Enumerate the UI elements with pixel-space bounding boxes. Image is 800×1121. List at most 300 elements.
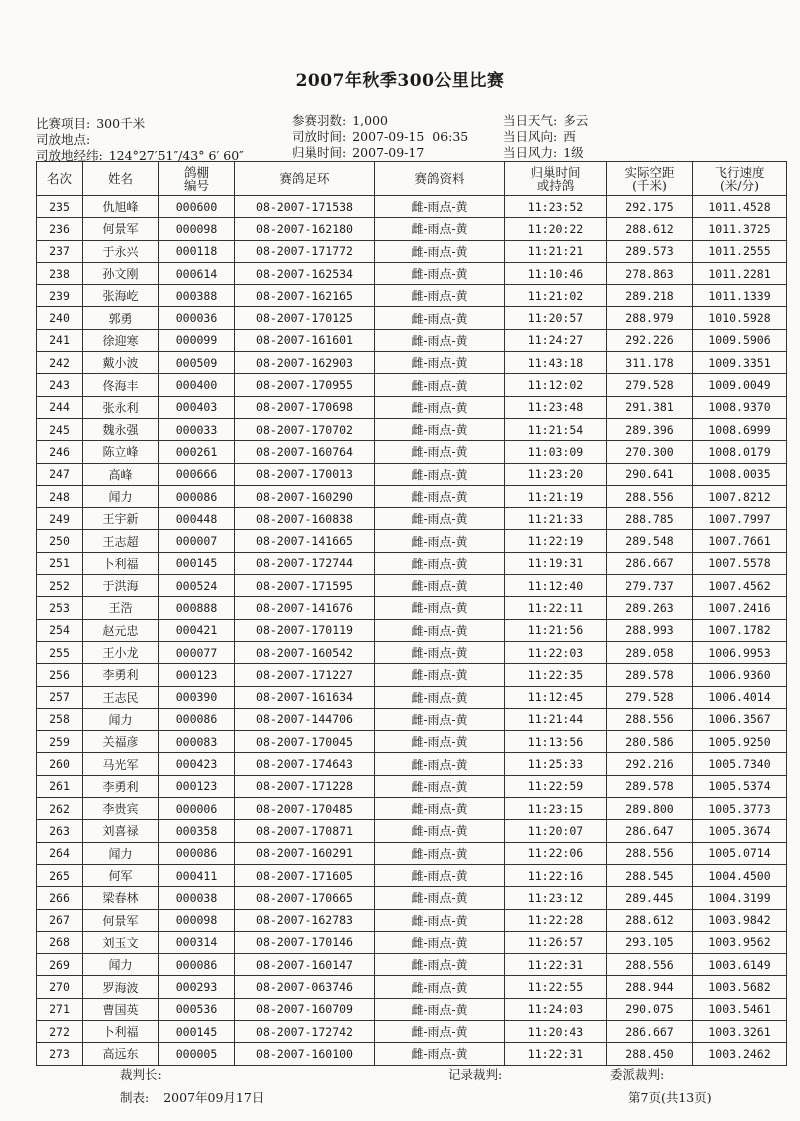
col-loft-number-cell: 000036 (159, 307, 235, 329)
col-ring-cell: 08-2007-162903 (235, 352, 375, 374)
col-loft-number-cell: 000098 (159, 909, 235, 931)
col-return-time-cell: 11:20:07 (505, 820, 607, 842)
table-row (37, 508, 787, 530)
col-distance-cell: 288.944 (607, 976, 693, 998)
col-return-time-cell: 11:12:40 (505, 575, 607, 597)
col-rank-cell: 242 (37, 352, 83, 374)
col-rank-cell: 273 (37, 1043, 83, 1065)
col-bird-info-cell: 雌-雨点-黄 (375, 552, 505, 574)
col-return-time-cell: 11:20:57 (505, 307, 607, 329)
col-bird-info-cell: 雌-雨点-黄 (375, 463, 505, 485)
col-rank-cell: 256 (37, 664, 83, 686)
col-ring-cell: 08-2007-160764 (235, 441, 375, 463)
col-distance-cell: 289.263 (607, 597, 693, 619)
col-speed-cell: 1011.3725 (693, 218, 787, 240)
col-bird-info-cell: 雌-雨点-黄 (375, 530, 505, 552)
col-rank-cell: 252 (37, 575, 83, 597)
col-distance-cell: 292.226 (607, 329, 693, 351)
col-speed-cell: 1005.7340 (693, 753, 787, 775)
col-name-cell: 何军 (83, 864, 159, 886)
col-name-cell: 李贵宾 (83, 798, 159, 820)
col-ring-cell: 08-2007-161601 (235, 329, 375, 351)
wind-force-value: 1级 (563, 145, 584, 160)
col-return-time-cell: 11:22:03 (505, 641, 607, 663)
col-loft-number-cell: 000077 (159, 641, 235, 663)
table-row (37, 664, 787, 686)
col-bird-info-cell: 雌-雨点-黄 (375, 508, 505, 530)
col-ring-cell: 08-2007-160147 (235, 954, 375, 976)
table-row (37, 641, 787, 663)
col-speed-cell: 1011.4528 (693, 196, 787, 218)
col-return-time-cell: 11:25:33 (505, 753, 607, 775)
table-row (37, 909, 787, 931)
table-row (37, 329, 787, 351)
col-name-cell: 李勇利 (83, 775, 159, 797)
col-rank-cell: 254 (37, 619, 83, 641)
col-ring-cell: 08-2007-162180 (235, 218, 375, 240)
col-bird-info-cell: 雌-雨点-黄 (375, 708, 505, 730)
col-rank-cell: 240 (37, 307, 83, 329)
col-speed-cell: 1011.2281 (693, 262, 787, 284)
col-speed-cell: 1006.4014 (693, 686, 787, 708)
col-name-cell: 王志民 (83, 686, 159, 708)
table-row (37, 1043, 787, 1065)
col-rank-cell: 261 (37, 775, 83, 797)
col-ring-cell: 08-2007-170485 (235, 798, 375, 820)
col-rank-cell: 260 (37, 753, 83, 775)
col-distance-cell: 288.785 (607, 508, 693, 530)
col-loft-number-cell: 000123 (159, 664, 235, 686)
col-name-cell: 王志超 (83, 530, 159, 552)
col-name-cell: 梁春林 (83, 887, 159, 909)
col-rank-cell: 244 (37, 396, 83, 418)
col-speed-cell: 1007.7661 (693, 530, 787, 552)
release-time-label: 司放时间: (292, 129, 347, 144)
col-name-cell: 张海屹 (83, 285, 159, 307)
col-rank-cell: 255 (37, 641, 83, 663)
col-loft-number-cell: 000403 (159, 396, 235, 418)
col-distance-cell: 292.216 (607, 753, 693, 775)
col-ring-cell: 08-2007-170955 (235, 374, 375, 396)
table-row (37, 864, 787, 886)
col-speed-cell: 1003.6149 (693, 954, 787, 976)
col-ring-cell: 08-2007-141676 (235, 597, 375, 619)
col-name-cell: 魏永强 (83, 418, 159, 440)
col-distance-cell: 286.647 (607, 820, 693, 842)
col-bird-info-cell: 雌-雨点-黄 (375, 285, 505, 307)
col-distance-cell: 288.450 (607, 1043, 693, 1065)
col-rank-cell: 251 (37, 552, 83, 574)
col-loft-number-cell: 000411 (159, 864, 235, 886)
col-return-time-cell: 11:21:19 (505, 485, 607, 507)
col-ring-cell: 08-2007-170665 (235, 887, 375, 909)
col-distance-cell: 289.578 (607, 775, 693, 797)
col-bird-info-cell: 雌-雨点-黄 (375, 352, 505, 374)
col-return-time-cell: 11:23:52 (505, 196, 607, 218)
col-distance-cell: 288.556 (607, 954, 693, 976)
col-return-time-cell: 11:22:19 (505, 530, 607, 552)
judge-chief: 裁判长: (120, 1067, 162, 1082)
col-name-cell: 刘喜禄 (83, 820, 159, 842)
col-loft-number-cell: 000033 (159, 418, 235, 440)
col-loft-number-cell: 000358 (159, 820, 235, 842)
col-return-time-header: 归巢时间 或持鸽 (505, 162, 607, 196)
col-bird-info-cell: 雌-雨点-黄 (375, 575, 505, 597)
col-speed-cell: 1005.3674 (693, 820, 787, 842)
col-speed-cell: 1009.0049 (693, 374, 787, 396)
release-time-value: 2007-09-15 06:35 (352, 129, 469, 144)
col-speed-cell: 1003.5461 (693, 998, 787, 1020)
wind-dir-label: 当日风向: (503, 129, 558, 144)
col-bird-info-cell: 雌-雨点-黄 (375, 262, 505, 284)
col-bird-info-header: 赛鸽资料 (375, 162, 505, 196)
col-loft-number-cell: 000007 (159, 530, 235, 552)
wind-force-label: 当日风力: (503, 145, 558, 160)
col-return-time-cell: 11:22:28 (505, 909, 607, 931)
col-loft-number-cell: 000083 (159, 731, 235, 753)
table-row (37, 307, 787, 329)
col-loft-number-cell: 000423 (159, 753, 235, 775)
col-distance-cell: 289.445 (607, 887, 693, 909)
table-row (37, 798, 787, 820)
col-speed-cell: 1006.9360 (693, 664, 787, 686)
col-bird-info-cell: 雌-雨点-黄 (375, 887, 505, 909)
race-item-value: 300千米 (96, 116, 146, 131)
col-bird-info-cell: 雌-雨点-黄 (375, 775, 505, 797)
col-speed-cell: 1003.9562 (693, 931, 787, 953)
col-loft-number-cell: 000390 (159, 686, 235, 708)
col-rank-cell: 267 (37, 909, 83, 931)
table-row (37, 374, 787, 396)
return-time (292, 143, 424, 161)
col-ring-cell: 08-2007-171538 (235, 196, 375, 218)
col-ring-cell: 08-2007-162534 (235, 262, 375, 284)
col-return-time-cell: 11:22:31 (505, 954, 607, 976)
col-speed-cell: 1003.3261 (693, 1020, 787, 1042)
col-distance-cell: 288.612 (607, 218, 693, 240)
col-name-cell: 佟海丰 (83, 374, 159, 396)
col-name-cell: 张永利 (83, 396, 159, 418)
col-loft-number-cell: 000666 (159, 463, 235, 485)
col-distance-cell: 270.300 (607, 441, 693, 463)
col-ring-cell: 08-2007-172742 (235, 1020, 375, 1042)
col-name-cell: 赵元忠 (83, 619, 159, 641)
col-ring-cell: 08-2007-170119 (235, 619, 375, 641)
release-place-label: 司放地点: (36, 132, 91, 147)
return-time-label: 归巢时间: (292, 145, 347, 160)
table-row (37, 262, 787, 284)
col-return-time-cell: 11:13:56 (505, 731, 607, 753)
col-bird-info-cell: 雌-雨点-黄 (375, 240, 505, 262)
col-name-cell: 曹国英 (83, 998, 159, 1020)
col-return-time-cell: 11:22:16 (505, 864, 607, 886)
col-return-time-cell: 11:21:21 (505, 240, 607, 262)
col-bird-info-cell: 雌-雨点-黄 (375, 441, 505, 463)
col-ring-cell: 08-2007-170013 (235, 463, 375, 485)
col-speed-cell: 1007.7997 (693, 508, 787, 530)
col-loft-number-cell: 000145 (159, 1020, 235, 1042)
col-distance-cell: 291.381 (607, 396, 693, 418)
col-name-cell: 闻力 (83, 708, 159, 730)
col-bird-info-cell: 雌-雨点-黄 (375, 731, 505, 753)
table-row (37, 976, 787, 998)
col-ring-cell: 08-2007-160291 (235, 842, 375, 864)
col-speed-cell: 1009.3351 (693, 352, 787, 374)
col-bird-info-cell: 雌-雨点-黄 (375, 998, 505, 1020)
col-loft-number-cell: 000888 (159, 597, 235, 619)
made-label: 制表: (120, 1090, 150, 1105)
col-return-time-cell: 11:26:57 (505, 931, 607, 953)
col-return-time-cell: 11:21:33 (505, 508, 607, 530)
col-name-cell: 王浩 (83, 597, 159, 619)
col-speed-cell: 1008.6999 (693, 418, 787, 440)
col-speed-cell: 1011.2555 (693, 240, 787, 262)
col-rank-cell: 269 (37, 954, 83, 976)
col-distance-cell: 289.058 (607, 641, 693, 663)
col-rank-cell: 266 (37, 887, 83, 909)
page-title: 2007年秋季300公里比赛 (295, 71, 505, 91)
table-row (37, 775, 787, 797)
col-rank-cell: 268 (37, 931, 83, 953)
col-rank-cell: 258 (37, 708, 83, 730)
recorder-judge: 记录裁判: (448, 1067, 503, 1082)
col-ring-cell: 08-2007-171228 (235, 775, 375, 797)
col-return-time-cell: 11:23:20 (505, 463, 607, 485)
appointed-judge: 委派裁判: (610, 1067, 665, 1082)
col-name-cell: 闻力 (83, 954, 159, 976)
col-rank-cell: 247 (37, 463, 83, 485)
col-ring-cell: 08-2007-160100 (235, 1043, 375, 1065)
col-loft-number-cell: 000038 (159, 887, 235, 909)
col-rank-cell: 270 (37, 976, 83, 998)
col-bird-info-cell: 雌-雨点-黄 (375, 686, 505, 708)
col-bird-info-cell: 雌-雨点-黄 (375, 1020, 505, 1042)
col-rank-cell: 253 (37, 597, 83, 619)
col-speed-cell: 1005.9250 (693, 731, 787, 753)
col-rank-cell: 259 (37, 731, 83, 753)
col-name-cell: 闻力 (83, 842, 159, 864)
col-return-time-cell: 11:22:06 (505, 842, 607, 864)
col-name-cell: 关福彦 (83, 731, 159, 753)
col-return-time-cell: 11:23:12 (505, 887, 607, 909)
col-name-cell: 何景军 (83, 909, 159, 931)
col-name-cell: 于洪海 (83, 575, 159, 597)
col-bird-info-cell: 雌-雨点-黄 (375, 218, 505, 240)
entries-label: 参赛羽数: (292, 113, 347, 128)
col-bird-info-cell: 雌-雨点-黄 (375, 864, 505, 886)
table-header-row (37, 162, 787, 196)
col-rank-cell: 249 (37, 508, 83, 530)
col-distance-cell: 289.578 (607, 664, 693, 686)
col-ring-cell: 08-2007-171595 (235, 575, 375, 597)
col-name-cell: 罗海波 (83, 976, 159, 998)
entries-value: 1,000 (352, 113, 389, 128)
table-row (37, 485, 787, 507)
col-bird-info-cell: 雌-雨点-黄 (375, 196, 505, 218)
col-ring-cell: 08-2007-160709 (235, 998, 375, 1020)
col-bird-info-cell: 雌-雨点-黄 (375, 396, 505, 418)
col-name-cell: 马光军 (83, 753, 159, 775)
col-speed-cell: 1003.5682 (693, 976, 787, 998)
col-rank-cell: 245 (37, 418, 83, 440)
col-name-cell: 孙文刚 (83, 262, 159, 284)
table-row (37, 530, 787, 552)
table-row (37, 708, 787, 730)
col-loft-number-cell: 000086 (159, 708, 235, 730)
table-row (37, 619, 787, 641)
col-loft-number-cell: 000086 (159, 485, 235, 507)
col-rank-cell: 264 (37, 842, 83, 864)
col-speed-header: 飞行速度 (米/分) (693, 162, 787, 196)
col-ring-cell: 08-2007-170146 (235, 931, 375, 953)
table-row (37, 441, 787, 463)
col-distance-cell: 279.528 (607, 374, 693, 396)
col-bird-info-cell: 雌-雨点-黄 (375, 485, 505, 507)
col-speed-cell: 1005.3773 (693, 798, 787, 820)
col-name-cell: 郭勇 (83, 307, 159, 329)
coords-label: 司放地经纬: (36, 148, 103, 163)
col-return-time-cell: 11:24:27 (505, 329, 607, 351)
col-speed-cell: 1010.5928 (693, 307, 787, 329)
col-return-time-cell: 11:22:11 (505, 597, 607, 619)
col-return-time-cell: 11:10:46 (505, 262, 607, 284)
table-row (37, 820, 787, 842)
col-speed-cell: 1007.1782 (693, 619, 787, 641)
col-distance-cell: 288.545 (607, 864, 693, 886)
table-row (37, 575, 787, 597)
col-loft-number-header: 鸽棚 编号 (159, 162, 235, 196)
col-return-time-cell: 11:22:31 (505, 1043, 607, 1065)
table-row (37, 285, 787, 307)
col-loft-number-cell: 000388 (159, 285, 235, 307)
col-return-time-cell: 11:21:44 (505, 708, 607, 730)
col-ring-cell: 08-2007-171605 (235, 864, 375, 886)
col-return-time-cell: 11:03:09 (505, 441, 607, 463)
col-speed-cell: 1005.0714 (693, 842, 787, 864)
table-row (37, 998, 787, 1020)
made-by (120, 1088, 264, 1106)
col-ring-cell: 08-2007-171772 (235, 240, 375, 262)
col-return-time-cell: 11:21:54 (505, 418, 607, 440)
col-speed-cell: 1005.5374 (693, 775, 787, 797)
col-rank-cell: 239 (37, 285, 83, 307)
table-row (37, 753, 787, 775)
table-row (37, 842, 787, 864)
col-ring-header: 赛鸽足环 (235, 162, 375, 196)
col-name-cell: 闻力 (83, 485, 159, 507)
col-loft-number-cell: 000005 (159, 1043, 235, 1065)
col-loft-number-cell: 000098 (159, 218, 235, 240)
col-rank-cell: 265 (37, 864, 83, 886)
col-name-cell: 高远东 (83, 1043, 159, 1065)
col-name-cell: 仇旭峰 (83, 196, 159, 218)
page-number: 第7页(共13页) (628, 1090, 712, 1105)
col-distance-cell: 289.800 (607, 798, 693, 820)
col-name-cell: 于永兴 (83, 240, 159, 262)
col-speed-cell: 1007.8212 (693, 485, 787, 507)
col-return-time-cell: 11:21:56 (505, 619, 607, 641)
col-return-time-cell: 11:21:02 (505, 285, 607, 307)
col-name-cell: 戴小波 (83, 352, 159, 374)
made-date: 2007年09月17日 (163, 1090, 265, 1105)
col-rank-cell: 246 (37, 441, 83, 463)
table-row (37, 418, 787, 440)
col-loft-number-cell: 000086 (159, 842, 235, 864)
col-rank-cell: 243 (37, 374, 83, 396)
col-bird-info-cell: 雌-雨点-黄 (375, 329, 505, 351)
table-row (37, 1020, 787, 1042)
col-distance-cell: 288.556 (607, 485, 693, 507)
col-loft-number-cell: 000086 (159, 954, 235, 976)
col-speed-cell: 1006.3567 (693, 708, 787, 730)
col-ring-cell: 08-2007-174643 (235, 753, 375, 775)
col-loft-number-cell: 000123 (159, 775, 235, 797)
col-ring-cell: 08-2007-172744 (235, 552, 375, 574)
col-return-time-cell: 11:24:03 (505, 998, 607, 1020)
col-return-time-cell: 11:20:22 (505, 218, 607, 240)
col-speed-cell: 1004.4500 (693, 864, 787, 886)
col-loft-number-cell: 000314 (159, 931, 235, 953)
col-ring-cell: 08-2007-170045 (235, 731, 375, 753)
col-rank-cell: 250 (37, 530, 83, 552)
col-distance-cell: 293.105 (607, 931, 693, 953)
col-ring-cell: 08-2007-160542 (235, 641, 375, 663)
col-name-cell: 王宇新 (83, 508, 159, 530)
col-distance-cell: 290.075 (607, 998, 693, 1020)
coords-value: 124°27′51″/43° 6′ 60″ (108, 148, 244, 163)
col-return-time-cell: 11:22:55 (505, 976, 607, 998)
col-return-time-cell: 11:23:15 (505, 798, 607, 820)
col-bird-info-cell: 雌-雨点-黄 (375, 954, 505, 976)
col-rank-cell: 271 (37, 998, 83, 1020)
col-distance-cell: 288.612 (607, 909, 693, 931)
col-name-cell: 高峰 (83, 463, 159, 485)
col-distance-cell: 278.863 (607, 262, 693, 284)
table-body (37, 196, 787, 1066)
col-distance-cell: 311.178 (607, 352, 693, 374)
col-bird-info-cell: 雌-雨点-黄 (375, 641, 505, 663)
col-ring-cell: 08-2007-160290 (235, 485, 375, 507)
col-name-cell: 卜利福 (83, 1020, 159, 1042)
col-loft-number-cell: 000145 (159, 552, 235, 574)
col-distance-header: 实际空距 (千米) (607, 162, 693, 196)
table-row (37, 396, 787, 418)
col-ring-cell: 08-2007-162165 (235, 285, 375, 307)
col-speed-cell: 1008.0035 (693, 463, 787, 485)
col-bird-info-cell: 雌-雨点-黄 (375, 374, 505, 396)
col-ring-cell: 08-2007-170698 (235, 396, 375, 418)
col-bird-info-cell: 雌-雨点-黄 (375, 1043, 505, 1065)
table-row (37, 352, 787, 374)
table-row (37, 931, 787, 953)
col-rank-cell: 263 (37, 820, 83, 842)
col-bird-info-cell: 雌-雨点-黄 (375, 418, 505, 440)
col-return-time-cell: 11:12:02 (505, 374, 607, 396)
col-speed-cell: 1009.5906 (693, 329, 787, 351)
weather-value: 多云 (563, 113, 589, 128)
table-row (37, 196, 787, 218)
col-distance-cell: 279.737 (607, 575, 693, 597)
col-speed-cell: 1007.5578 (693, 552, 787, 574)
col-name-cell: 卜利福 (83, 552, 159, 574)
table-row (37, 463, 787, 485)
col-rank-cell: 238 (37, 262, 83, 284)
col-return-time-cell: 11:23:48 (505, 396, 607, 418)
col-distance-cell: 289.573 (607, 240, 693, 262)
col-distance-cell: 288.979 (607, 307, 693, 329)
col-loft-number-cell: 000421 (159, 619, 235, 641)
col-speed-cell: 1004.3199 (693, 887, 787, 909)
